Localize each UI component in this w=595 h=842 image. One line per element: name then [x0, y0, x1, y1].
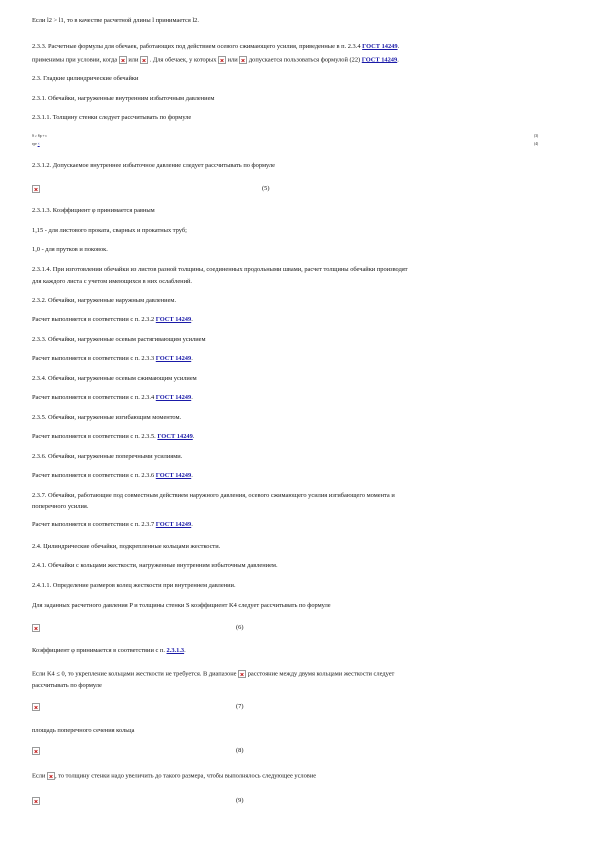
text: или: [227, 56, 238, 64]
text: . Для обечаек, у которых: [149, 56, 217, 64]
heading-2-4-1: 2.4.1. Обечайки с кольцами жесткости, нагруженные внутренним избыточным давлением.: [32, 562, 278, 569]
text: .: [184, 647, 186, 654]
text: где: [32, 142, 37, 146]
text: Расчет выполняется в соответствии с п. 2.3.3: [32, 355, 155, 362]
equation-8: [32, 747, 40, 755]
calc-2-3-6: Расчет выполняется в соответствии с п. 2.3.6 ГОСТ 14249.: [32, 472, 193, 479]
calc-2-3-2: Расчет выполняется в соответствии с п. 2.3.2 ГОСТ 14249.: [32, 316, 193, 323]
calc-2-3-5: Расчет выполняется в соответствии с п. 2.3.5. ГОСТ 14249.: [32, 433, 195, 440]
text: применимы при условии, когда: [32, 56, 118, 64]
paragraph-coefficient: [32, 647, 186, 655]
paragraph-2-3-3-line2: применимы при условии, когда или . Для обечаек, у которых или допускается пользоваться формулой (22) ГОСТ 14249.: [32, 56, 399, 64]
paragraph-2-3-1-4-line1: 2.3.1.4. При изготовлении обечайки из листов разной толщины, соединенных продольными швами, расчет толщины обечайки производят: [32, 266, 408, 273]
heading-2-3-1-2: 2.3.1.2. Допускаемое внутреннее избыточное давление следует рассчитывать по формуле: [32, 162, 275, 169]
paragraph-2-4-1-1: Для заданных расчетного давления P и толщины стенки S коэффициент K4 следует рассчитывать по формуле: [32, 602, 331, 609]
coefficient-1: 1,15 - для листового проката, сварных и прокатных труб;: [32, 227, 187, 234]
section-link-2-3-1-3[interactable]: 2.3.1.3: [166, 647, 185, 654]
equation-7: [32, 703, 40, 711]
heading-2-3-5: 2.3.5. Обечайки, нагруженные изгибающим моментом.: [32, 414, 182, 421]
text: Если K4 ≤ 0, то укрепление кольцами жесткости не требуется. В диапазоне: [32, 670, 237, 678]
gost-link[interactable]: ГОСТ 14249: [155, 394, 192, 401]
heading-2-3-3: 2.3.3. Обечайки, нагруженные осевым растягивающим усилием: [32, 336, 206, 343]
gost-link[interactable]: ГОСТ 14249: [155, 355, 192, 362]
heading-2-3-2: 2.3.2. Обечайки, нагруженные наружным давлением.: [32, 297, 177, 304]
equation-number-7: (7): [236, 703, 244, 710]
paragraph-2-3-1-4-line2: для каждого листа с учетом имеющихся в них ослаблений.: [32, 278, 193, 285]
broken-image-icon: [239, 56, 247, 64]
equation-5: [32, 185, 40, 193]
equation-number-5: (5): [262, 185, 270, 192]
heading-2-3: 2.3. Гладкие цилиндрические обечайки: [32, 75, 139, 82]
broken-image-icon: [32, 624, 40, 632]
broken-image-icon: [238, 670, 246, 678]
broken-image-icon: [218, 56, 226, 64]
broken-image-icon: [47, 772, 55, 780]
paragraph-k4-line1: [32, 670, 394, 678]
calc-2-3-7: Расчет выполняется в соответствии с п. 2.3.7 ГОСТ 14249.: [32, 521, 193, 528]
paragraph-k4-line2: рассчитывать по формуле: [32, 682, 102, 689]
text: или: [128, 56, 139, 64]
text: Если l2 > l1, то в качестве расчетной длины l принимается l2.: [32, 17, 199, 24]
equation-number-8: (8): [236, 747, 244, 754]
paragraph-if: [32, 772, 316, 780]
gost-link[interactable]: ГОСТ 14249: [155, 472, 192, 479]
calc-2-3-4: Расчет выполняется в соответствии с п. 2.3.4 ГОСТ 14249.: [32, 394, 193, 401]
formula-small-left: S ≥ Sp + c: [32, 134, 47, 138]
heading-2-4-1-1: 2.4.1.1. Определение размеров колец жесткости при внутреннем давлении.: [32, 582, 236, 589]
calc-2-3-3: Расчет выполняется в соответствии с п. 2.3.3 ГОСТ 14249.: [32, 355, 193, 362]
broken-image-icon: [32, 185, 40, 193]
paragraph-2-3-7-line1: 2.3.7. Обечайки, работающие под совместным действием наружного давления, осевого сжимающего усилия изгибающего момента и: [32, 492, 395, 499]
text: Расчет выполняется в соответствии с п. 2.3.7: [32, 521, 155, 528]
coefficient-2: 1,0 - для прутков и поковок.: [32, 246, 108, 253]
equation-6: [32, 624, 40, 632]
text: расстояние между двумя кольцами жесткости следует: [247, 670, 395, 678]
heading-2-3-1-3: 2.3.1.3. Коэффициент φ принимается равным: [32, 207, 155, 214]
equation-9: [32, 797, 40, 805]
formula-small-sub: где ×: [32, 142, 40, 146]
heading-2-3-6: 2.3.6. Обечайки, нагруженные поперечными усилиями.: [32, 453, 183, 460]
gost-link[interactable]: ГОСТ 14249: [361, 56, 398, 64]
gost-link[interactable]: ГОСТ 14249: [155, 521, 192, 528]
heading-2-3-1-1: 2.3.1.1. Толщину стенки следует рассчитывать по формуле: [32, 114, 192, 121]
text: , то толщину стенки надо увеличить до такого размера, чтобы выполнялось следующее условие: [54, 772, 317, 780]
text: Расчет выполняется в соответствии с п. 2.3.4: [32, 394, 155, 401]
broken-image-icon: [32, 703, 40, 711]
text: Коэффициент φ принимается в соответствии с п.: [32, 647, 165, 654]
text: 2.3.3. Расчетные формулы для обечаек, работающих под действием осевого сжимающего усилия, приведенные в п. 2.3.4: [32, 43, 361, 50]
paragraph-2-3-7-line2: поперечного усилия.: [32, 503, 89, 510]
formula-small-num-3: (3): [534, 134, 539, 138]
text: Если: [32, 772, 46, 780]
broken-image-icon: [119, 56, 127, 64]
text: Расчет выполняется в соответствии с п. 2.3.6: [32, 472, 155, 479]
gost-link[interactable]: ГОСТ 14249: [362, 43, 398, 50]
formula-small-num-4: (4): [534, 142, 539, 146]
broken-image-icon: [32, 747, 40, 755]
paragraph-area: площадь поперечного сечения кольца: [32, 727, 135, 734]
gost-link[interactable]: ГОСТ 14249: [157, 433, 193, 440]
gost-link[interactable]: ГОСТ 14249: [155, 316, 192, 323]
paragraph-2-3-3-line1: 2.3.3. Расчетные формулы для обечаек, работающих под действием осевого сжимающего усилия, приведенные в п. 2.3.4 ГОСТ 14249.: [32, 43, 400, 50]
equation-number-9: (9): [236, 797, 244, 804]
text: Расчет выполняется в соответствии с п. 2.3.2: [32, 316, 155, 323]
equation-number-6: (6): [236, 624, 244, 631]
text: допускается пользоваться формулой (22): [248, 56, 361, 64]
heading-2-3-1: 2.3.1. Обечайки, нагруженные внутренним избыточным давлением: [32, 95, 215, 102]
broken-image-icon: [140, 56, 148, 64]
paragraph-l2-l1: [32, 17, 199, 25]
broken-image-icon: [32, 797, 40, 805]
heading-2-4: 2.4. Цилиндрические обечайки, подкрепленные кольцами жесткости.: [32, 543, 221, 550]
text: Расчет выполняется в соответствии с п. 2.3.5.: [32, 433, 156, 440]
heading-2-3-4: 2.3.4. Обечайки, нагруженные осевым сжимающим усилием: [32, 375, 197, 382]
